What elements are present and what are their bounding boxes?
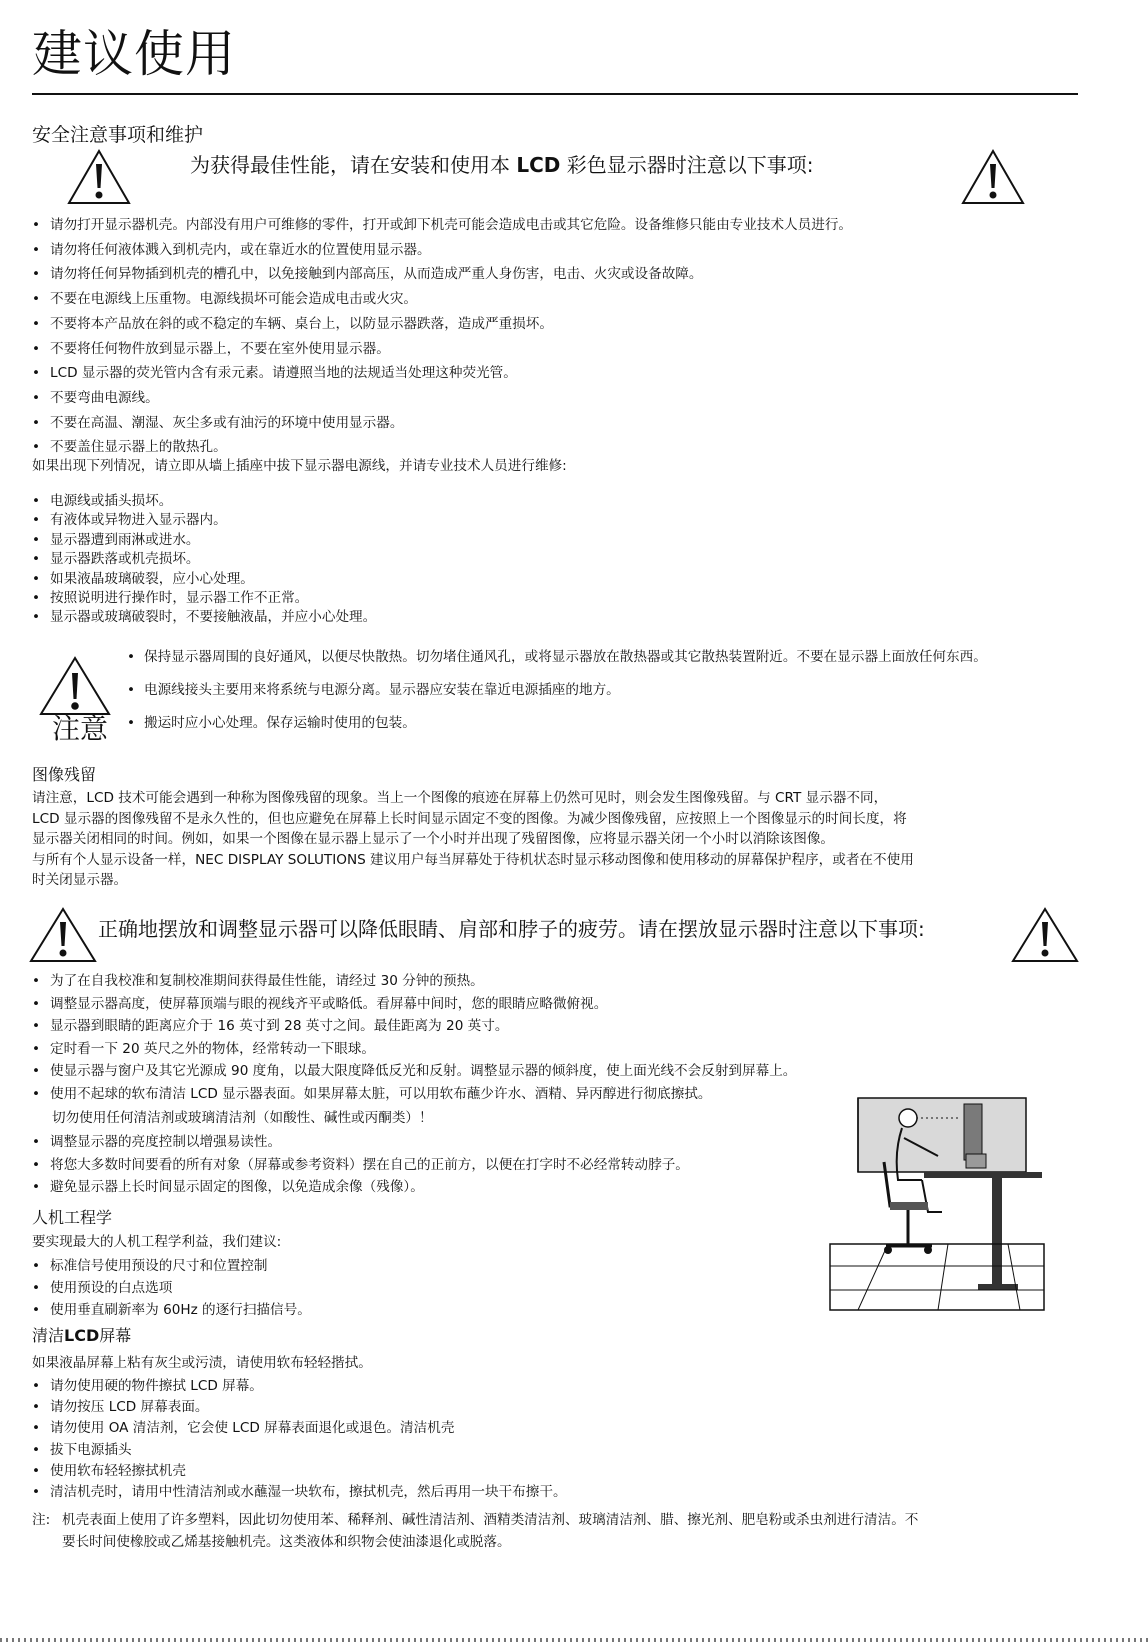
list-item: • 不要在电源线上压重物。电源线损坏可能会造成电击或火灾。 xyxy=(30,287,852,312)
list-item: • 避免显示器上长时间显示固定的图像，以免造成余像（残像）。 xyxy=(30,1176,689,1199)
list-item: • 如果液晶玻璃破裂，应小心处理。 xyxy=(30,570,376,589)
repair-intro: 如果出现下列情况，请立即从墙上插座中拔下显示器电源线，并请专业技术人员进行维修: xyxy=(32,458,567,474)
list-item: • 不要将任何物件放到显示器上，不要在室外使用显示器。 xyxy=(30,337,852,362)
cleaning-note-line: 要长时间使橡胶或乙烯基接触机壳。这类液体和织物会使油漆退化或脱落。 xyxy=(62,1534,511,1550)
image-persistence-heading: 图像残留 xyxy=(32,765,97,784)
list-item: • 显示器遭到雨淋或进水。 xyxy=(30,531,376,550)
cleaning-intro: 如果液晶屏幕上粘有灰尘或污渍，请使用软布轻轻揩拭。 xyxy=(32,1355,372,1371)
list-item: • 使用不起球的软布清洁 LCD 显示器表面。如果屏幕太脏，可以用软布蘸少许水、酒精、异丙醇进行彻底擦拭。 xyxy=(30,1083,796,1106)
list-item: • 电源线或插头损坏。 xyxy=(30,492,376,511)
list-item: • 调整显示器高度，使屏幕顶端与眼的视线齐平或略低。看屏幕中间时，您的眼睛应略微俯视。 xyxy=(30,993,796,1016)
list-item: • 请勿打开显示器机壳。内部没有用户可维修的零件，打开或卸下机壳可能会造成电击或其它危险。设备维修只能由专业技术人员进行。 xyxy=(30,213,852,238)
list-item: • 保持显示器周围的良好通风，以便尽快散热。切勿堵住通风孔，或将显示器放在散热器或其它散热装置附近。不要在显示器上面放任何东西。 xyxy=(124,648,1064,667)
ergonomics-heading: 人机工程学 xyxy=(32,1208,113,1227)
list-item: • 不要弯曲电源线。 xyxy=(30,386,852,411)
list-item: • 搬运时应小心处理。保存运输时使用的包装。 xyxy=(124,714,1064,733)
warning-triangle-icon xyxy=(960,148,1026,206)
cleaning-note-label: 注: xyxy=(32,1512,51,1528)
ergonomics-intro: 要实现最大的人机工程学利益，我们建议: xyxy=(32,1234,282,1250)
posture-list-continued xyxy=(30,1131,689,1199)
list-item: • 为了在自我校准和复制校准期间获得最佳性能，请经过 30 分钟的预热。 xyxy=(30,970,796,993)
list-item: • 将您大多数时间要看的所有对象（屏幕或参考资料）摆在自己的正前方，以便在打字时不必经常转动脖子。 xyxy=(30,1154,689,1177)
list-item: • 调整显示器的亮度控制以增强易读性。 xyxy=(30,1131,689,1154)
warning-triangle-icon xyxy=(66,148,132,206)
page-edge-dots xyxy=(0,1638,1148,1642)
list-item: • 请勿使用 OA 清洁剂，它会使 LCD 屏幕表面退化或退色。清洁机壳 xyxy=(30,1418,567,1439)
list-item: • 有液体或异物进入显示器内。 xyxy=(30,511,376,530)
posture-subhead: 正确地摆放和调整显示器可以降低眼睛、肩部和脖子的疲劳。请在摆放显示器时注意以下事项: xyxy=(98,917,925,941)
ergonomics-list xyxy=(30,1255,311,1321)
warning-triangle-icon xyxy=(28,906,98,964)
list-item: • 请勿使用硬的物件擦拭 LCD 屏幕。 xyxy=(30,1376,567,1397)
list-item: • 使用软布轻轻擦拭机壳 xyxy=(30,1461,567,1482)
list-item: • 显示器到眼睛的距离应介于 16 英寸到 28 英寸之间。最佳距离为 20 英寸。 xyxy=(30,1015,796,1038)
list-item: • 拔下电源插头 xyxy=(30,1440,567,1461)
warning-triangle-icon xyxy=(1010,906,1080,964)
safety-list xyxy=(30,213,852,460)
caution-label: 注意 xyxy=(52,712,109,745)
list-item: • 使用垂直刷新率为 60Hz 的逐行扫描信号。 xyxy=(30,1299,311,1321)
list-item: • 标准信号使用预设的尺寸和位置控制 xyxy=(30,1255,311,1277)
cleaning-heading: 清洁LCD屏幕 xyxy=(32,1326,132,1345)
cleaning-note-line: 机壳表面上使用了许多塑料，因此切勿使用苯、稀释剂、碱性清洁剂、酒精类清洁剂、玻璃清洁剂、腊、擦光剂、肥皂粉或杀虫剂进行清洁。不 xyxy=(62,1512,919,1528)
caution-triangle-icon xyxy=(38,655,112,717)
list-item: • 请勿将任何异物插到机壳的槽孔中，以免接触到内部高压，从而造成严重人身伤害，电击、火灾或设备故障。 xyxy=(30,262,852,287)
cleaning-list xyxy=(30,1376,567,1503)
lcd-brand-text: LCD xyxy=(516,153,561,177)
ergonomic-posture-illustration xyxy=(828,1094,1046,1316)
list-item: • 不要在高温、潮湿、灰尘多或有油污的环境中使用显示器。 xyxy=(30,411,852,436)
image-persistence-body: 请注意，LCD 技术可能会遇到一种称为图像残留的现象。当上一个图像的痕迹在屏幕上仍然可见时，则会发生图像残留。与 CRT 显示器不同， LCD 显示器的图像残留不是永久性的，但也应避免在屏幕上长时间显示固定不变的图像。为减少图像残留，应按照上一个图像显示的时间长度，将 显示器关闭相同的时间。例如，如果一个图像在显示器上显示了一个小时并出现了残留图像，应将显示器关闭一个小时以消除该图像。 与所有个人显示设备一样，NEC DISPLAY SOLUTIONS 建议用户每当屏幕处于待机状态时显示移动图像和使用移动的屏幕保护程序，或者在不使用 时关闭显示器。 xyxy=(32,790,914,888)
safety-subhead: 为获得最佳性能，请在安装和使用本 LCD 彩色显示器时注意以下事项: xyxy=(190,153,814,177)
list-item: • 请勿将任何液体溅入到机壳内，或在靠近水的位置使用显示器。 xyxy=(30,238,852,263)
safety-heading: 安全注意事项和维护 xyxy=(32,124,204,146)
page-title: 建议使用 xyxy=(32,25,236,83)
posture-list xyxy=(30,970,796,1105)
repair-list xyxy=(30,492,376,628)
list-item: • 按照说明进行操作时，显示器工作不正常。 xyxy=(30,589,376,608)
list-item: • 使用预设的白点选项 xyxy=(30,1277,311,1299)
list-item: • 显示器跌落或机壳损坏。 xyxy=(30,550,376,569)
list-item: • 请勿按压 LCD 屏幕表面。 xyxy=(30,1397,567,1418)
cleaner-note: 切勿使用任何清洁剂或玻璃清洁剂（如酸性、碱性或丙酮类）！ xyxy=(52,1110,433,1126)
list-item: • 显示器或玻璃破裂时，不要接触液晶，并应小心处理。 xyxy=(30,608,376,627)
list-item: • LCD 显示器的荧光管内含有汞元素。请遵照当地的法规适当处理这种荧光管。 xyxy=(30,361,852,386)
list-item: • 不要将本产品放在斜的或不稳定的车辆、桌台上，以防显示器跌落，造成严重损坏。 xyxy=(30,312,852,337)
title-rule xyxy=(32,93,1078,95)
list-item: • 定时看一下 20 英尺之外的物体，经常转动一下眼球。 xyxy=(30,1038,796,1061)
list-item: • 不要盖住显示器上的散热孔。 xyxy=(30,435,852,460)
list-item: • 使显示器与窗户及其它光源成 90 度角，以最大限度降低反光和反射。调整显示器的倾斜度，使上面光线不会反射到屏幕上。 xyxy=(30,1060,796,1083)
caution-list xyxy=(124,648,1064,747)
list-item: • 电源线接头主要用来将系统与电源分离。显示器应安装在靠近电源插座的地方。 xyxy=(124,681,1064,700)
list-item: • 清洁机壳时，请用中性清洁剂或水蘸湿一块软布，擦拭机壳，然后再用一块干布擦干。 xyxy=(30,1482,567,1503)
